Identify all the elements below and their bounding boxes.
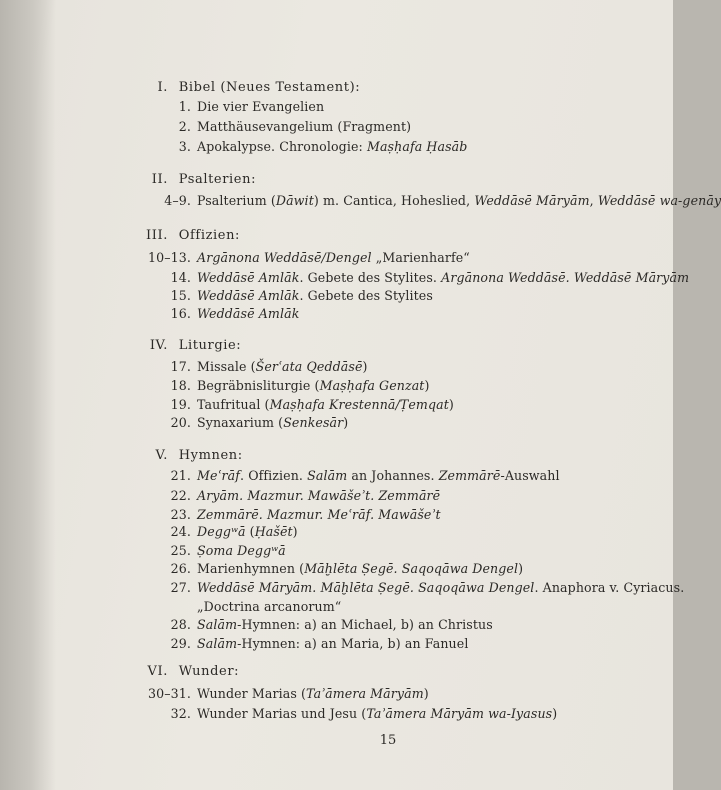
item-text: . Anaphora v. Cyriacus. [534, 580, 685, 595]
list-item [0, 119, 411, 135]
item-number: 25. [170, 543, 191, 558]
list-item [0, 378, 429, 394]
italic-title-text: Weddāsē wa-genāy [597, 193, 721, 208]
item-number: 19. [170, 397, 191, 412]
item-number: 30–31. [148, 686, 191, 701]
list-item [0, 488, 440, 504]
section-title: Offizien: [174, 228, 241, 243]
list-item [0, 99, 324, 115]
italic-title-text: Weddāsē Māryām. Māḫlēta Ṣegē. Saqoqāwa Dengel [197, 580, 535, 595]
list-item [0, 415, 348, 431]
item-number: 23. [170, 507, 191, 522]
italic-title-text: Weddāsē Amlāk [197, 306, 300, 321]
italic-title-text: Deggʷā [197, 524, 246, 539]
italic-title-text: Šerʿata Qeddāsē [255, 359, 363, 374]
list-item [0, 686, 429, 702]
list-item [0, 397, 454, 413]
list-item [0, 617, 493, 633]
item-text: ) m. Cantica, Hoheslied, [313, 193, 475, 208]
item-number: 29. [170, 636, 191, 651]
section-heading [0, 338, 241, 354]
item-text: Apokalypse. Chronologie: [197, 139, 367, 154]
item-text: . Offizien. [240, 468, 308, 483]
italic-title-text: Salām [307, 468, 348, 483]
item-text: Marienhymnen ( [197, 561, 305, 576]
list-item [0, 507, 441, 523]
item-text: -Hymnen: a) an Michael, b) an Christus [237, 617, 493, 632]
italic-title-text: Senkesār [283, 415, 344, 430]
section-heading [0, 228, 240, 244]
list-item [0, 250, 470, 266]
section-title: Psalterien: [174, 172, 257, 187]
list-item [0, 139, 467, 155]
item-number: 18. [170, 378, 191, 393]
item-text: „Doctrina arcanorum“ [197, 599, 342, 614]
list-item [0, 561, 523, 577]
italic-title-text: Maṣḥafa Genzat [319, 378, 425, 393]
italic-title-text: Zemmārē. Mazmur. Meʿrāf. Mawāšeʾt [197, 507, 441, 522]
list-item [0, 193, 721, 209]
item-text: -Hymnen: a) an Maria, b) an Fanuel [237, 636, 469, 651]
italic-title-text: Aryām. Mazmur. Mawāšeʾt. Zemmārē [197, 488, 441, 503]
item-number: 2. [178, 119, 191, 134]
item-text: an Johannes. [347, 468, 439, 483]
item-text: Matthäusevangelium (Fragment) [197, 119, 412, 134]
item-text: Psalterium ( [197, 193, 276, 208]
italic-title-text: Taʾāmera Māryām [306, 686, 424, 701]
list-item [0, 468, 560, 484]
item-text: , [589, 193, 598, 208]
item-text: Wunder Marias und Jesu ( [197, 706, 367, 721]
item-number: 15. [170, 288, 191, 303]
section-title: Hymnen: [174, 448, 243, 463]
item-text: ) [518, 561, 524, 576]
item-text: . Gebete des Stylites. [299, 270, 442, 285]
list-item [0, 524, 298, 540]
italic-title-text: Ṣoma Deggʷā [197, 543, 286, 558]
italic-title-text: Weddāsē Māryām [474, 193, 590, 208]
italic-title-text: Meʿrāf [197, 468, 241, 483]
list-item [0, 706, 557, 722]
item-number: 1. [178, 99, 191, 114]
section-heading [0, 80, 360, 96]
italic-title-text: Taʾāmera Māryām wa-Iyasus [366, 706, 553, 721]
section-numeral: VI. [147, 664, 168, 679]
list-item [0, 270, 689, 286]
item-text: ) [343, 415, 349, 430]
section-heading [0, 172, 256, 188]
item-text: . Gebete des Stylites [299, 288, 433, 303]
section-heading [0, 664, 239, 680]
section-heading [0, 448, 243, 464]
list-item [0, 288, 433, 304]
section-numeral: II. [151, 172, 168, 187]
item-text: ) [423, 686, 429, 701]
item-text: ( [245, 524, 255, 539]
list-item [0, 580, 684, 596]
section-numeral: IV. [149, 338, 168, 353]
item-text: ) [362, 359, 368, 374]
item-text: Begräbnisliturgie ( [197, 378, 320, 393]
item-number: 24. [170, 524, 191, 539]
list-item [0, 543, 286, 559]
item-text: Missale ( [197, 359, 256, 374]
item-number: 21. [170, 468, 191, 483]
item-text: Taufritual ( [197, 397, 270, 412]
item-number: 17. [170, 359, 191, 374]
item-text: Die vier Evangelien [197, 99, 325, 114]
list-item [0, 306, 299, 322]
italic-title-text: Weddāsē Amlāk [197, 270, 300, 285]
item-number: 3. [178, 139, 191, 154]
item-text: ) [292, 524, 298, 539]
item-number: 22. [170, 488, 191, 503]
item-text: Synaxarium ( [197, 415, 284, 430]
item-number: 32. [170, 706, 191, 721]
item-number: 16. [170, 306, 191, 321]
italic-title-text: Māḫlēta Ṣegē. Saqoqāwa Dengel [304, 561, 519, 576]
italic-title-text: Argānona Weddāsē/Dengel [197, 250, 372, 265]
item-number: 10–13. [148, 250, 191, 265]
italic-title-text: Maṣḥafa Ḥasāb [366, 139, 468, 154]
item-number: 4–9. [164, 193, 191, 208]
section-numeral: III. [146, 228, 168, 243]
item-text: „Marienharfe“ [371, 250, 470, 265]
italic-title-text: Maṣḥafa Krestennā/Ṭemqat [269, 397, 449, 412]
section-numeral: V. [155, 448, 168, 463]
italic-title-text: Weddāsē Amlāk [197, 288, 300, 303]
item-number: 27. [170, 580, 191, 595]
italic-title-text: Salām [197, 617, 238, 632]
italic-title-text: Salām [197, 636, 238, 651]
page-number: 15 [379, 733, 397, 748]
list-item [0, 599, 341, 615]
item-number: 28. [170, 617, 191, 632]
item-number: 14. [170, 270, 191, 285]
list-item [0, 636, 468, 652]
item-text: ) [424, 378, 430, 393]
item-text: Wunder Marias ( [197, 686, 307, 701]
italic-title-text: Dāwit [275, 193, 314, 208]
list-item [0, 359, 368, 375]
item-text: ) [552, 706, 558, 721]
item-text: ) [448, 397, 454, 412]
italic-title-text: Ḥašēt [254, 524, 293, 539]
section-title: Bibel (Neues Testament): [174, 80, 361, 95]
item-text: -Auswahl [500, 468, 560, 483]
section-title: Wunder: [174, 664, 240, 679]
italic-title-text: Argānona Weddāsē. Weddāsē Māryām [441, 270, 690, 285]
item-number: 20. [170, 415, 191, 430]
item-number: 26. [170, 561, 191, 576]
section-numeral: I. [157, 80, 168, 95]
section-title: Liturgie: [174, 338, 242, 353]
italic-title-text: Zemmārē [438, 468, 501, 483]
